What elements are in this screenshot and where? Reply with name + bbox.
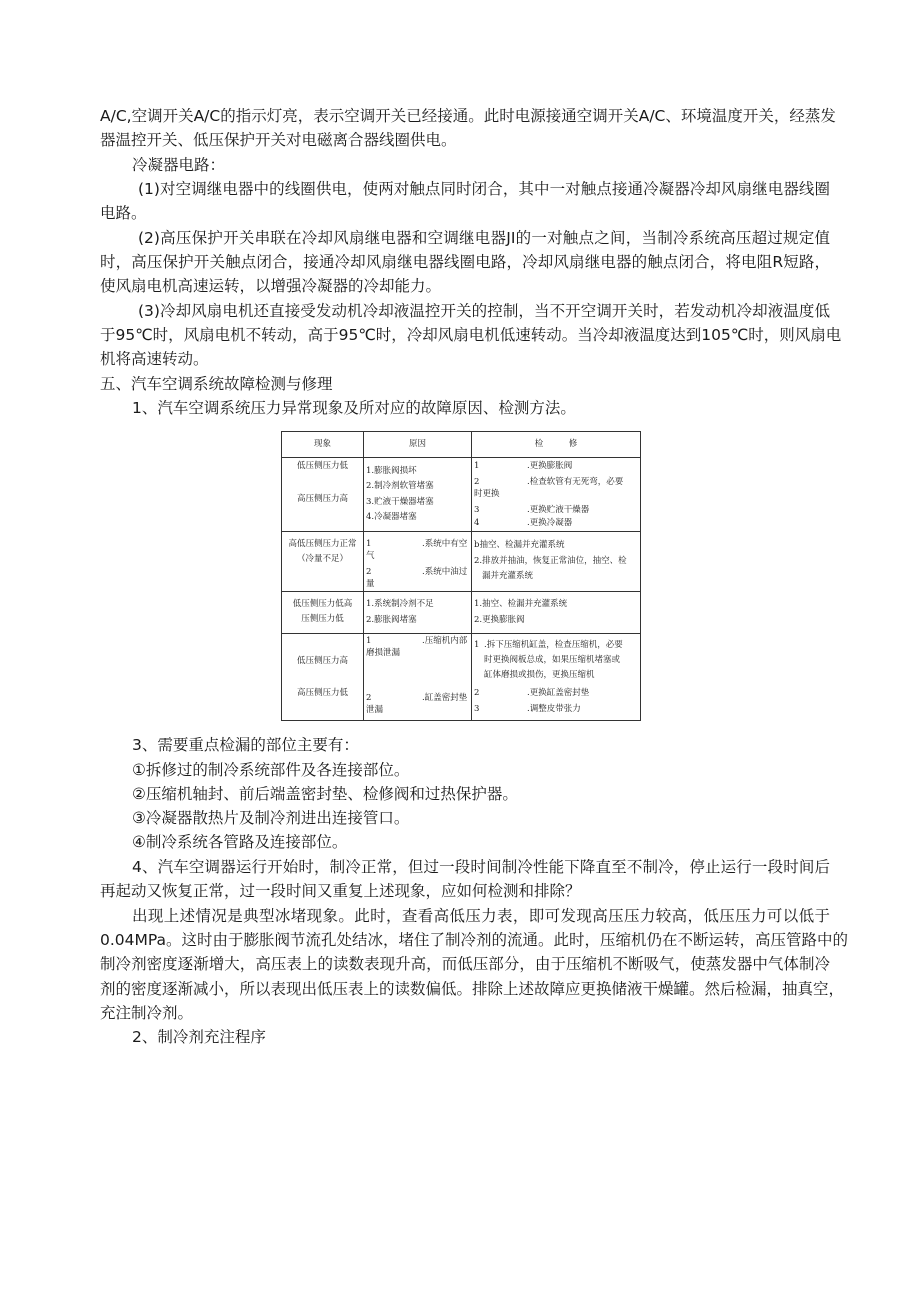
- row1-phenomenon-1: 低压侧压力低: [296, 461, 348, 471]
- row4-repair-1: .拆下压缩机缸盖，检查压缩机，必要: [484, 640, 623, 650]
- sub3-heading: 3、需要重点检漏的部位主要有：: [132, 736, 359, 754]
- leak-point-3: ③冷凝器散热片及制冷剂进出连接管口。: [132, 809, 410, 827]
- item3-line3: 机将高速转动。: [100, 350, 209, 368]
- row4-cause-2: .缸盖密封垫: [422, 693, 468, 703]
- answer-line4: 剂的密度逐渐减小，所以表现出低压表上的读数偏低。排除上述故障应更换储液干燥罐。然后检漏，抽真空，: [100, 980, 845, 998]
- row2-cause-1b: 气: [366, 551, 375, 561]
- table-header-row: [282, 432, 640, 458]
- row4-repair-3: .调整皮带张力: [527, 704, 581, 714]
- row4-repair-1-num: 1: [474, 640, 480, 650]
- section5-title: 五、汽车空调系统故障检测与修理: [100, 375, 333, 393]
- item1-line2: 电路。: [100, 204, 147, 222]
- table-row: [282, 532, 640, 592]
- sub4-line2: 再起动又恢复正常，过一段时间又重复上述现象，应如何检测和排除？: [100, 882, 581, 900]
- row2-cause-2b: 量: [366, 579, 375, 589]
- row4-cause-2b: 泄漏: [366, 705, 384, 715]
- row1-repair-2: .检查软管有无死弯，必要: [527, 477, 624, 487]
- row1-repair-2-num: 2: [474, 477, 480, 487]
- row1-cause-2: 2.制冷剂软管堵塞: [366, 481, 434, 491]
- fault-table: [281, 431, 641, 721]
- row2-cause-2-num: 2: [366, 567, 372, 577]
- row3-cause-2: 2.膨胀阀堵塞: [366, 615, 417, 625]
- row1-repair-1-num: 1: [474, 461, 480, 471]
- row1-phenomenon-2: 高压侧压力高: [296, 494, 348, 504]
- leak-point-1: ①拆修过的制冷系统部件及各连接部位。: [132, 761, 410, 779]
- answer-line2: 0.04MPa。这时由于膨胀阀节流孔处结冰，堵住了制冷剂的流通。此时，压缩机仍在不断运转，高压管路中的: [100, 931, 849, 949]
- answer-line1: 出现上述情况是典型冰堵现象。此时，查看高低压力表，即可发现高压压力较高，低压压力可以低于: [132, 907, 830, 925]
- header-cause: 原因: [408, 439, 426, 449]
- row2-repair-1: b抽空、检漏并充灌系统: [474, 540, 565, 550]
- table-row: [282, 634, 640, 720]
- row1-repair-4-num: 4: [474, 518, 480, 528]
- row1-cause-1: 1.膨胀阀损坏: [366, 466, 417, 476]
- row4-cause-1b: 磨损泄漏: [366, 648, 401, 658]
- row4-repair-1c: 缸体磨损或损伤，更换压缩机: [484, 670, 595, 680]
- row1-repair-4: .更换冷凝器: [527, 518, 573, 528]
- sub2-heading: 2、制冷剂充注程序: [132, 1028, 266, 1046]
- row1-repair-2b: 时更换: [474, 489, 500, 499]
- para1-line1: A/C,空调开关A/C的指示灯亮，表示空调开关已经接通。此时电源接通空调开关A/C、环境温度开关，经蒸发: [100, 107, 836, 125]
- row1-repair-3-num: 3: [474, 505, 480, 515]
- sub1-heading: 1、汽车空调系统压力异常现象及所对应的故障原因、检测方法。: [132, 399, 576, 417]
- row4-phenomenon-2: 高压侧压力低: [296, 688, 348, 698]
- row2-repair-2: 2.排放并抽油，恢复正常油位，抽空、检: [474, 556, 627, 566]
- row4-cause-1-num: 1: [366, 636, 372, 646]
- leak-point-2: ②压缩机轴封、前后端盖密封垫、检修阀和过热保护器。: [132, 785, 518, 803]
- row2-repair-2b: 漏并充灌系统: [482, 571, 534, 581]
- row3-repair-1: 1.抽空、检漏并充灌系统: [474, 599, 568, 609]
- table-row: [282, 458, 640, 532]
- item2-line2: 时，高压保护开关触点闭合，接通冷却风扇继电器线圈电路，冷却风扇继电器的触点闭合，将电阻R短路，: [100, 253, 830, 271]
- row2-phenomenon-1: 高低压侧压力正常: [288, 539, 357, 549]
- row3-phenomenon-1: 低压侧压力低高: [292, 599, 353, 609]
- sub4-line1: 4、汽车空调器运行开始时，制冷正常，但过一段时间制冷性能下降直至不制冷，停止运行一段时间后: [132, 858, 830, 876]
- row2-phenomenon-2: （冷量不足）: [296, 554, 348, 564]
- header-phenomenon: 现象: [313, 439, 331, 449]
- row2-cause-2: .系统中油过: [422, 567, 468, 577]
- row4-repair-2-num: 2: [474, 688, 480, 698]
- header-repair: 检 修: [534, 439, 578, 449]
- table-row: [282, 592, 640, 634]
- row3-cause-1: 1.系统制冷剂不足: [366, 599, 434, 609]
- row1-cause-4: 4.冷凝器堵塞: [366, 512, 417, 522]
- row3-phenomenon-2: 压侧压力低: [301, 614, 344, 624]
- row1-cause-3: 3.贮液干燥器堵塞: [366, 497, 434, 507]
- item2-line3: 使风扇电机高速运转，以增强冷凝器的冷却能力。: [100, 277, 442, 295]
- row4-cause-2-num: 2: [366, 693, 372, 703]
- item3-line1: (3)冷却风扇电机还直接受发动机冷却液温控开关的控制，当不开空调开关时，若发动机冷却液温度低: [138, 302, 830, 320]
- row2-cause-1: .系统中有空: [422, 539, 468, 549]
- row4-cause-1: .压缩机内部: [422, 636, 468, 646]
- item3-line2: 于95℃时，风扇电机不转动，高于95℃时，冷却风扇电机低速转动。当冷却液温度达到105℃时，则风扇电: [100, 326, 842, 344]
- answer-line3: 制冷剂密度逐渐增大，高压表上的读数表现升高，而低压部分，由于压缩机不断吸气，使蒸发器中气体制冷: [100, 955, 830, 973]
- row1-repair-3: .更换贮液干燥器: [527, 505, 590, 515]
- row2-cause-1-num: 1: [366, 539, 372, 549]
- row4-repair-2: .更换缸盖密封垫: [527, 688, 590, 698]
- item1-line1: (1)对空调继电器中的线圈供电，使两对触点同时闭合，其中一对触点接通冷凝器冷却风扇继电器线圈: [138, 180, 830, 198]
- leak-point-4: ④制冷系统各管路及连接部位。: [132, 833, 348, 851]
- row3-repair-2: 2.更换膨胀阀: [474, 615, 525, 625]
- row1-repair-1: .更换膨胀阀: [527, 461, 573, 471]
- answer-line5: 充注制冷剂。: [100, 1004, 194, 1022]
- row4-phenomenon-1: 低压侧压力高: [296, 656, 348, 666]
- row4-repair-1b: 时更换阀板总成，如果压缩机堵塞或: [484, 655, 621, 665]
- row4-repair-3-num: 3: [474, 704, 480, 714]
- condenser-heading: 冷凝器电路：: [132, 156, 226, 174]
- item2-line1: (2)高压保护开关串联在冷却风扇继电器和空调继电器JI的一对触点之间，当制冷系统高压超过规定值: [138, 229, 830, 247]
- para1-line2: 器温控开关、低压保护开关对电磁离合器线圈供电。: [100, 131, 457, 149]
